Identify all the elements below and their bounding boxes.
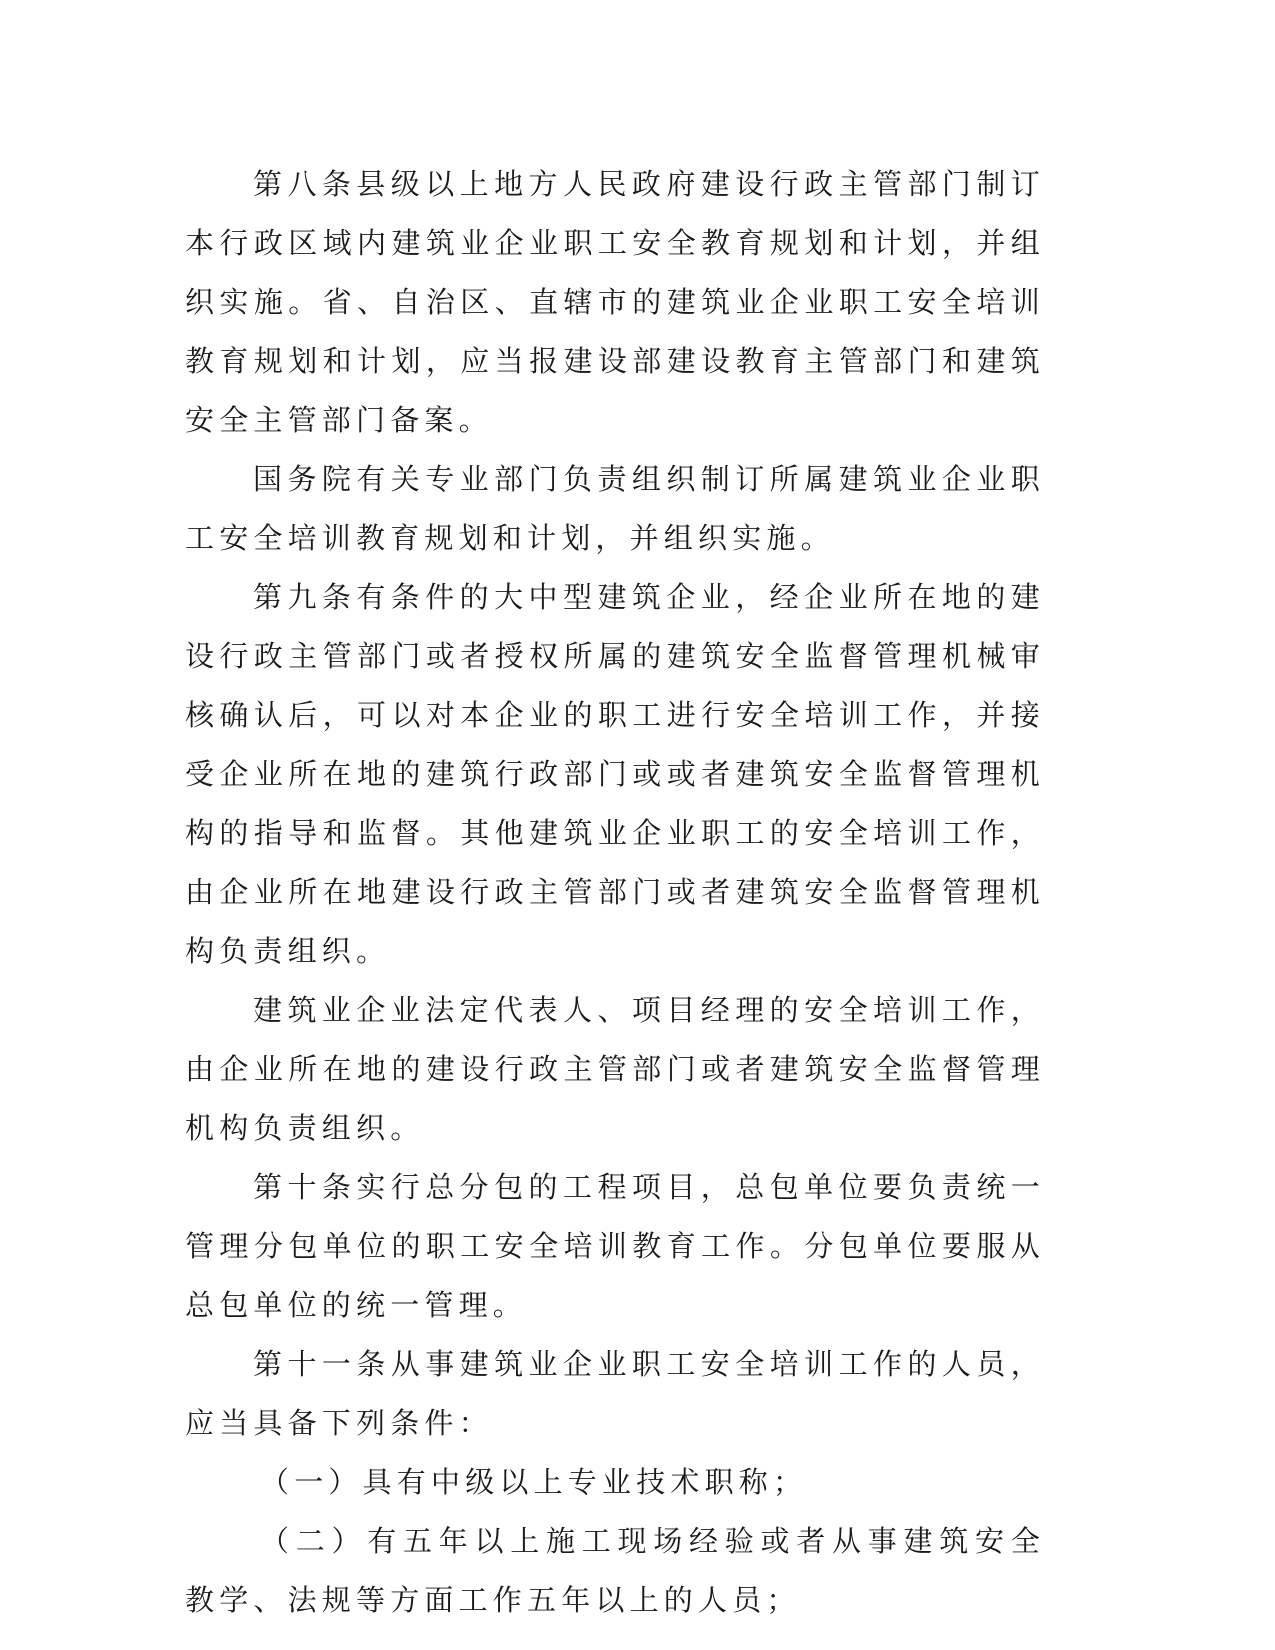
paragraph-state-council: 国务院有关专业部门负责组织制订所属建筑业企业职工安全培训教育规划和计划，并组织实施。 <box>185 462 1045 555</box>
list-item-condition-1: （一）具有中级以上专业技术职称； <box>260 1465 808 1499</box>
paragraph-article-10: 第十条实行总分包的工程项目，总包单位要负责统一管理分包单位的职工安全培训教育工作。分包单位要服从总包单位的统一管理。 <box>185 1170 1045 1322</box>
paragraph-article-9: 第九条有条件的大中型建筑企业，经企业所在地的建设行政主管部门或者授权所属的建筑安全监督管理机械审核确认后，可以对本企业的职工进行安全培训工作，并接受企业所在地的建筑行政部门或或者建筑安全监督管理机构的指导和监督。其他建筑业企业职工的安全培训工作，由企业所在地建设行政主管部门或者建筑安全监督管理机构负责组织。 <box>185 580 1045 968</box>
document-body <box>185 155 1045 1630</box>
list-item-condition-2: （二）有五年以上施工现场经验或者从事建筑安全教学、法规等方面工作五年以上的人员； <box>185 1524 1045 1617</box>
paragraph-article-8: 第八条县级以上地方人民政府建设行政主管部门制订本行政区域内建筑业企业职工安全教育规划和计划，并组织实施。省、自治区、直辖市的建筑业企业职工安全培训教育规划和计划，应当报建设部建设教育主管部门和建筑安全主管部门备案。 <box>185 167 1045 437</box>
paragraph-legal-representative: 建筑业企业法定代表人、项目经理的安全培训工作，由企业所在地的建设行政主管部门或者建筑安全监督管理机构负责组织。 <box>185 993 1045 1145</box>
paragraph-article-11: 第十一条从事建筑业企业职工安全培训工作的人员，应当具备下列条件： <box>185 1347 1045 1440</box>
